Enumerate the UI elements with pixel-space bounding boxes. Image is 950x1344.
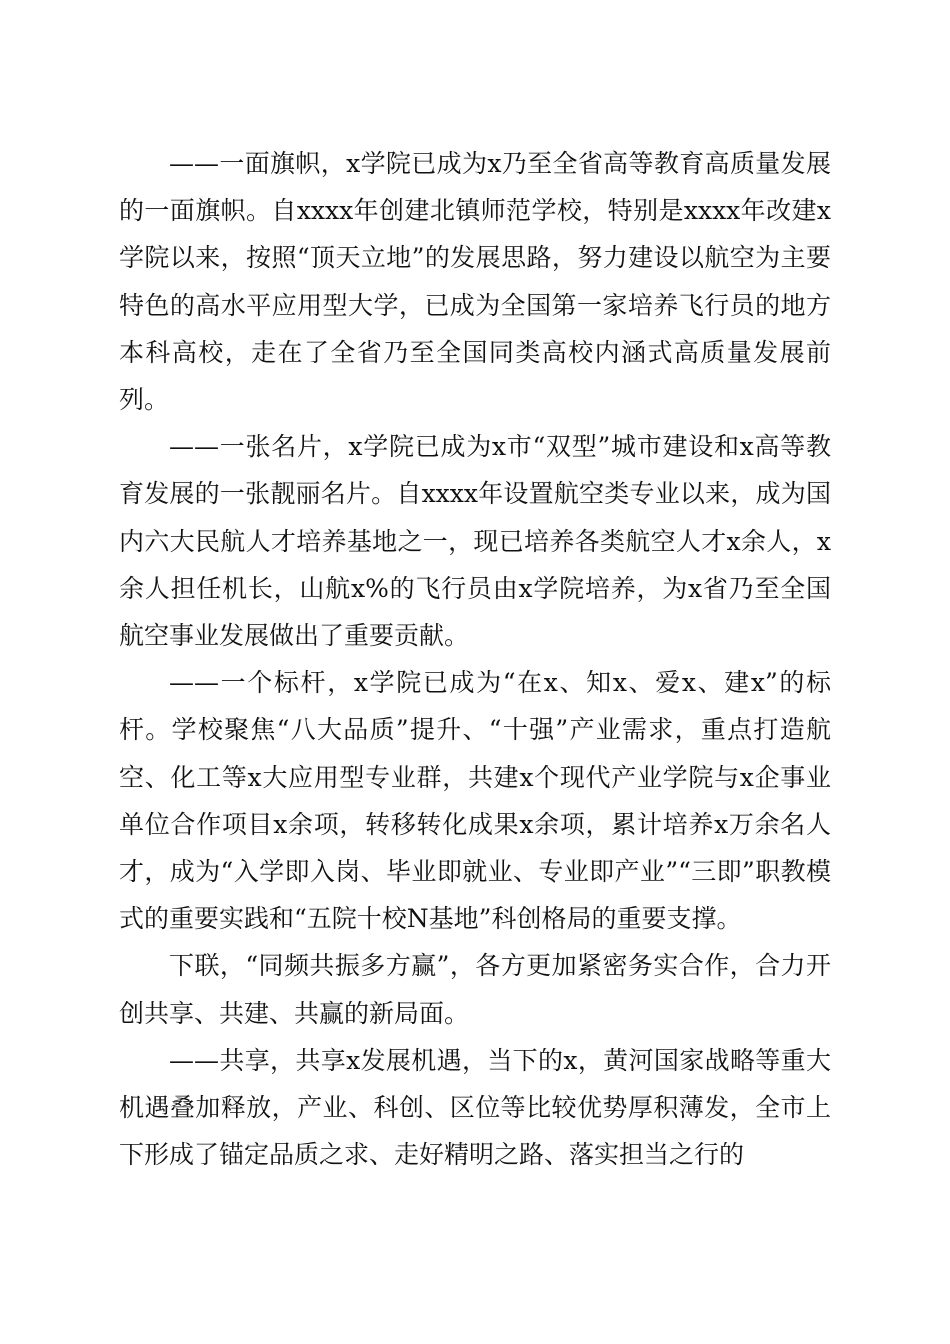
paragraph-benchmark: ——一个标杆，x学院已成为“在x、知x、爱x、建x”的标杆。学校聚焦“八大品质”提升、“十强”产业需求，重点打造航空、化工等x大应用型专业群，共建x个现代产业学院与x企事业单位合作项目x余项，转移转化成果x余项，累计培养x万余名人才，成为“入学即入岗、毕业即就业、专业即产业”“三即”职教模式的重要实践和“五院十校N基地”科创格局的重要支撑。 bbox=[119, 668, 831, 934]
document-body bbox=[119, 140, 831, 1178]
paragraph-banner: ——一面旗帜，x学院已成为x乃至全省高等教育高质量发展的一面旗帜。自xxxx年创建北镇师范学校，特别是xxxx年改建x学院以来，按照“顶天立地”的发展思路，努力建设以航空为主要特色的高水平应用型大学，已成为全国第一家培养飞行员的地方本科高校，走在了全省乃至全国同类高校内涵式高质量发展前列。 bbox=[119, 149, 831, 415]
paragraph-sharing: ——共享，共享x发展机遇，当下的x，黄河国家战略等重大机遇叠加释放，产业、科创、区位等比较优势厚积薄发，全市上下形成了锚定品质之求、走好精明之路、落实担当之行的 bbox=[119, 1045, 831, 1170]
paragraph-second-couplet: 下联，“同频共振多方赢”，各方更加紧密务实合作，合力开创共享、共建、共赢的新局面。 bbox=[119, 951, 831, 1028]
paragraph-name-card: ——一张名片，x学院已成为x市“双型”城市建设和x高等教育发展的一张靓丽名片。自xxxx年设置航空类专业以来，成为国内六大民航人才培养基地之一，现已培养各类航空人才x余人，x余人担任机长，山航x%的飞行员由x学院培养，为x省乃至全国航空事业发展做出了重要贡献。 bbox=[119, 432, 831, 651]
